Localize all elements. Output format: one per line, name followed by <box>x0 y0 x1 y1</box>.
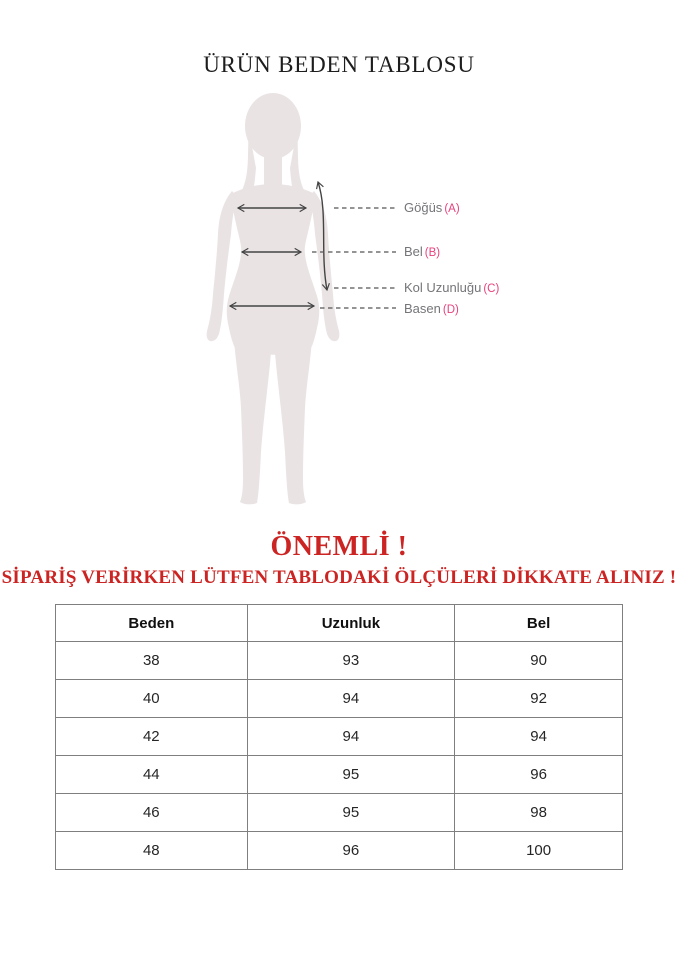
table-cell: 100 <box>455 832 623 870</box>
table-cell: 98 <box>455 794 623 832</box>
body-measurement-diagram <box>0 88 678 513</box>
table-cell: 92 <box>455 680 623 718</box>
table-row <box>56 832 623 870</box>
table-cell: 96 <box>247 832 455 870</box>
table-row <box>56 680 623 718</box>
measurement-name: Basen <box>404 301 441 316</box>
measurement-label-chest <box>404 200 460 216</box>
measurement-label-waist <box>404 244 440 260</box>
table-cell: 94 <box>247 718 455 756</box>
page-title: ÜRÜN BEDEN TABLOSU <box>203 52 475 77</box>
table-cell: 95 <box>247 794 455 832</box>
table-cell: 94 <box>247 680 455 718</box>
table-header-row <box>56 605 623 642</box>
column-header-bel: Bel <box>455 605 623 642</box>
measurement-name: Bel <box>404 244 423 259</box>
table-cell: 48 <box>56 832 248 870</box>
female-body-silhouette <box>207 93 340 504</box>
measurement-label-hip <box>404 301 459 317</box>
measurement-code: (B) <box>424 247 441 259</box>
size-table <box>55 604 623 870</box>
table-cell: 94 <box>455 718 623 756</box>
table-cell: 93 <box>247 642 455 680</box>
measurement-name: Kol Uzunluğu <box>404 280 482 295</box>
important-message: SİPARİŞ VERİRKEN LÜTFEN TABLODAKİ ÖLÇÜLERİ DİKKATE ALINIZ ! <box>1 567 677 588</box>
table-row <box>56 718 623 756</box>
measurement-code: (C) <box>483 283 500 295</box>
column-header-uzunluk: Uzunluk <box>247 605 455 642</box>
table-cell: 40 <box>56 680 248 718</box>
table-cell: 42 <box>56 718 248 756</box>
measurement-code: (A) <box>444 203 460 215</box>
column-header-beden: Beden <box>56 605 248 642</box>
table-row <box>56 794 623 832</box>
table-cell: 38 <box>56 642 248 680</box>
table-cell: 46 <box>56 794 248 832</box>
important-heading: ÖNEMLİ ! <box>270 531 408 562</box>
table-cell: 90 <box>455 642 623 680</box>
measurement-code: (D) <box>442 304 459 316</box>
table-row <box>56 642 623 680</box>
body-diagram-svg <box>0 88 678 513</box>
table-cell: 44 <box>56 756 248 794</box>
measurement-label-arm-length <box>404 280 499 296</box>
table-cell: 95 <box>247 756 455 794</box>
measurement-name: Göğüs <box>404 200 443 215</box>
table-cell: 96 <box>455 756 623 794</box>
table-row <box>56 756 623 794</box>
